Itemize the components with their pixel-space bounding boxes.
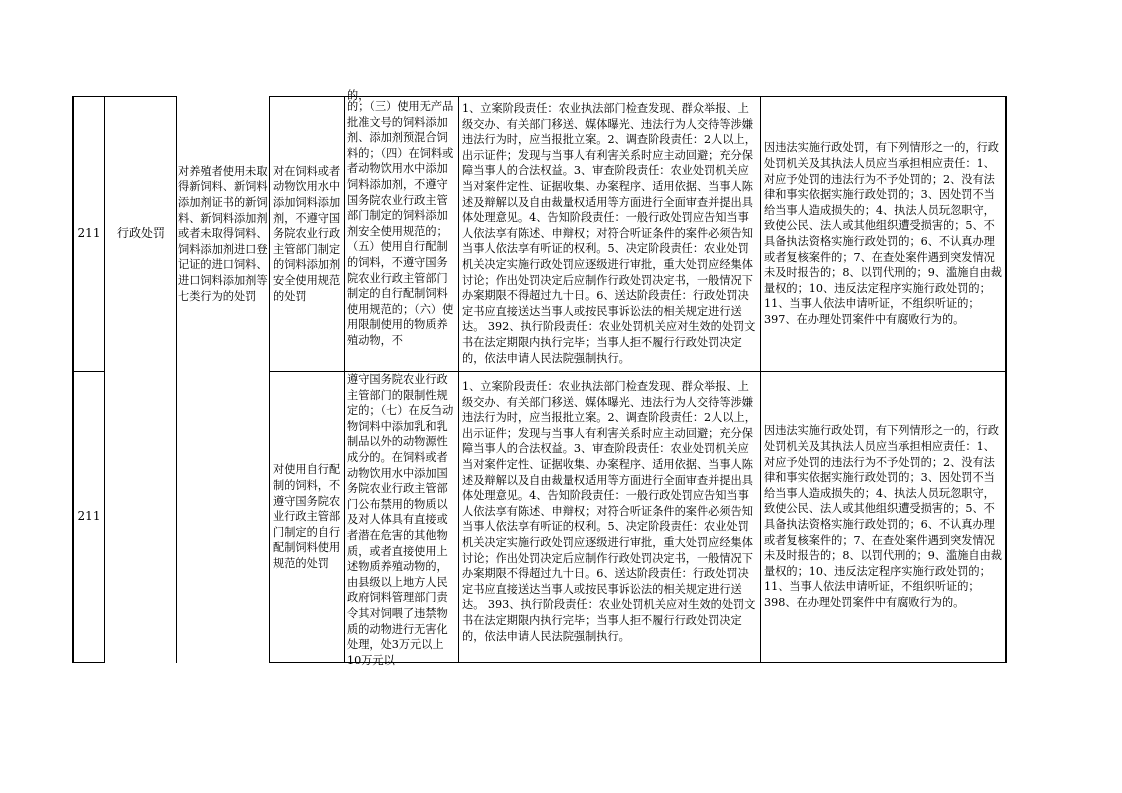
accountability-cell bbox=[764, 372, 1004, 662]
basis-cell bbox=[347, 372, 457, 667]
row-number: 211 bbox=[77, 509, 101, 524]
accountability-text: 因违法实施行政处罚，有下列情形之一的，行政处罚机关及其执法人员应当承担相应责任：1、对应予处罚的违法行为不予处罚的；2、没有法律和事实依据实施行政处罚的；3、因处罚不当给当事人造成损失的；4、执法人员玩忽职守，致使公民、法人或其他组织遭受损害的；5、不具备执法资格实施行政处罚的；6、不认真办理或者复核案件的；7、在查处案件遇到突发情况未及时报告的；8、以罚代刑的；9、滥施自由裁量权的；10、违反法定程序实施行政处罚的；11、当事人依法申请听证，不组织听证的；397、在办理处罚案件中有腐败行为的。 bbox=[764, 141, 1002, 326]
border-right bbox=[1005, 96, 1007, 663]
sub-item-cell bbox=[273, 372, 343, 662]
sub-item-text: 对在饲料或者动物饮用水中添加饲料添加剂，不遵守国务院农业行政主管部门制定的饲料添加剂安全使用规范的处罚 bbox=[273, 164, 341, 303]
basis-top-fragment: 的， bbox=[347, 89, 370, 102]
basis-text: 遵守国务院农业行政主管部门的限制性规定的；（七）在反刍动物饲料中添加乳和乳制品以外的动物源性成分的。在饲料或者动物饮用水中添加国务院农业行政主管部门公布禁用的物质以及对人体具有直接或者潜在危害的其他物质，或者直接使用上述物质养殖动物的，由县级以上地方人民政府饲料管理部门责令其对饲喂了违禁物质的动物进行无害化处理，处3万元以上10万元以 bbox=[347, 373, 454, 667]
matter-cell bbox=[178, 97, 268, 371]
responsibility-cell: 1、立案阶段责任：农业执法部门检查发现、群众举报、上级交办、有关部门移送、媒体曝光、违法行为人交待等涉嫌违法行为时，应当报批立案。2、调查阶段责任：2人以上，出示证件；发现与当事人有利害关系时应主动回避；充分保障当事人的合法权益。3、审查阶段责任：农业处罚机关应当对案件定性、证据收集、办案程序、适用依据、当事人陈述及辩解以及自由裁量权适用等方面进行全面审查并提出具体处理意见。4、告知阶段责任：一般行政处罚应告知当事人依法享有陈述、申辩权；对符合听证条件的案件必须告知当事人依法享有听证的权利。5、决定阶段责任：农业处罚机关决定实施行政处罚应逐级进行审批，重大处罚应经集体讨论；作出处罚决定后应制作行政处罚决定书，一般情况下办案期限不得超过九十日。6、送达阶段责任：行政处罚决定书应直接送达当事人或按民事诉讼法的相关规定进行送达。 393、执行阶段责任：农业处罚机关应对生效的处罚文书在法定期限内执行完毕；当事人拒不履行行政处罚决定的，依法申请人民法院强制执行。 bbox=[462, 380, 756, 643]
sub-item-cell bbox=[273, 97, 343, 371]
border-col-6 bbox=[760, 96, 761, 663]
accountability-text: 因违法实施行政处罚，有下列情形之一的，行政处罚机关及其执法人员应当承担相应责任：1、对应予处罚的违法行为不予处罚的；2、没有法律和事实依据实施行政处罚的；3、因处罚不当给当事人造成损失的；4、执法人员玩忽职守，致使公民、法人或其他组织遭受损害的；5、不具备执法资格实施行政处罚的；6、不认真办理或者复核案件的；7、在查处案件遇到突发情况未及时报告的；8、以罚代刑的；9、滥施自由裁量权的；10、违反法定程序实施行政处罚的；11、当事人依法申请听证，不组织听证的；398、在办理处罚案件中有腐败行为的。 bbox=[764, 424, 1002, 609]
accountability-cell bbox=[764, 97, 1004, 371]
border-col-4 bbox=[344, 96, 345, 663]
basis-text: 的；（三）使用无产品批准文号的饲料添加剂、添加剂预混合饲料的；（四）在饲料或者动物饮用水中添加饲料添加剂，不遵守国务院农业行政主管部门制定的饲料添加剂安全使用规范的；（五）使用自行配制的饲料，不遵守国务院农业行政主管部门制定的自行配制饲料使用规范的；（六）使用限制使用的物质养殖动物，不 bbox=[347, 100, 454, 347]
border-bottom-num bbox=[72, 662, 105, 663]
border-col-1 bbox=[104, 96, 105, 663]
row-number: 211 bbox=[77, 226, 101, 241]
penalty-table bbox=[72, 89, 1007, 667]
sub-item-text: 对使用自行配制的饲料，不遵守国务院农业行政主管部门制定的自行配制饲料使用规范的处罚 bbox=[273, 463, 341, 570]
border-col-5 bbox=[458, 96, 459, 663]
border-col-2 bbox=[176, 96, 177, 663]
basis-cell bbox=[347, 89, 457, 371]
matter-text: 对养殖者使用未取得新饲料、新饲料添加剂证书的新饲料、新饲料添加剂或者未取得饲料、饲料添加剂进口登记证的进口饲料、进口饲料添加剂等七类行为的处罚 bbox=[178, 164, 268, 303]
border-col-3 bbox=[269, 96, 270, 663]
category-cell: 行政处罚 bbox=[116, 226, 165, 241]
responsibility-cell: 1、立案阶段责任：农业执法部门检查发现、群众举报、上级交办、有关部门移送、媒体曝光、违法行为人交待等涉嫌违法行为时，应当报批立案。2、调查阶段责任：2人以上，出示证件；发现与当事人有利害关系时应主动回避；充分保障当事人的合法权益。3、审查阶段责任：农业处罚机关应当对案件定性、证据收集、办案程序、适用依据、当事人陈述及辩解以及自由裁量权适用等方面进行全面审查并提出具体处理意见。4、告知阶段责任：一般行政处罚应告知当事人依法享有陈述、申辩权；对符合听证条件的案件必须告知当事人依法享有听证的权利。5、决定阶段责任：农业处罚机关决定实施行政处罚应逐级进行审批，重大处罚应经集体讨论；作出处罚决定后应制作行政处罚决定书，一般情况下办案期限不得超过九十日。6、送达阶段责任：行政处罚决定书应直接送达当事人或按民事诉讼法的相关规定进行送达。 392、执行阶段责任：农业处罚机关应对生效的处罚文书在法定期限内执行完毕；当事人拒不履行行政处罚决定的，依法申请人民法院强制执行。 bbox=[462, 102, 756, 365]
